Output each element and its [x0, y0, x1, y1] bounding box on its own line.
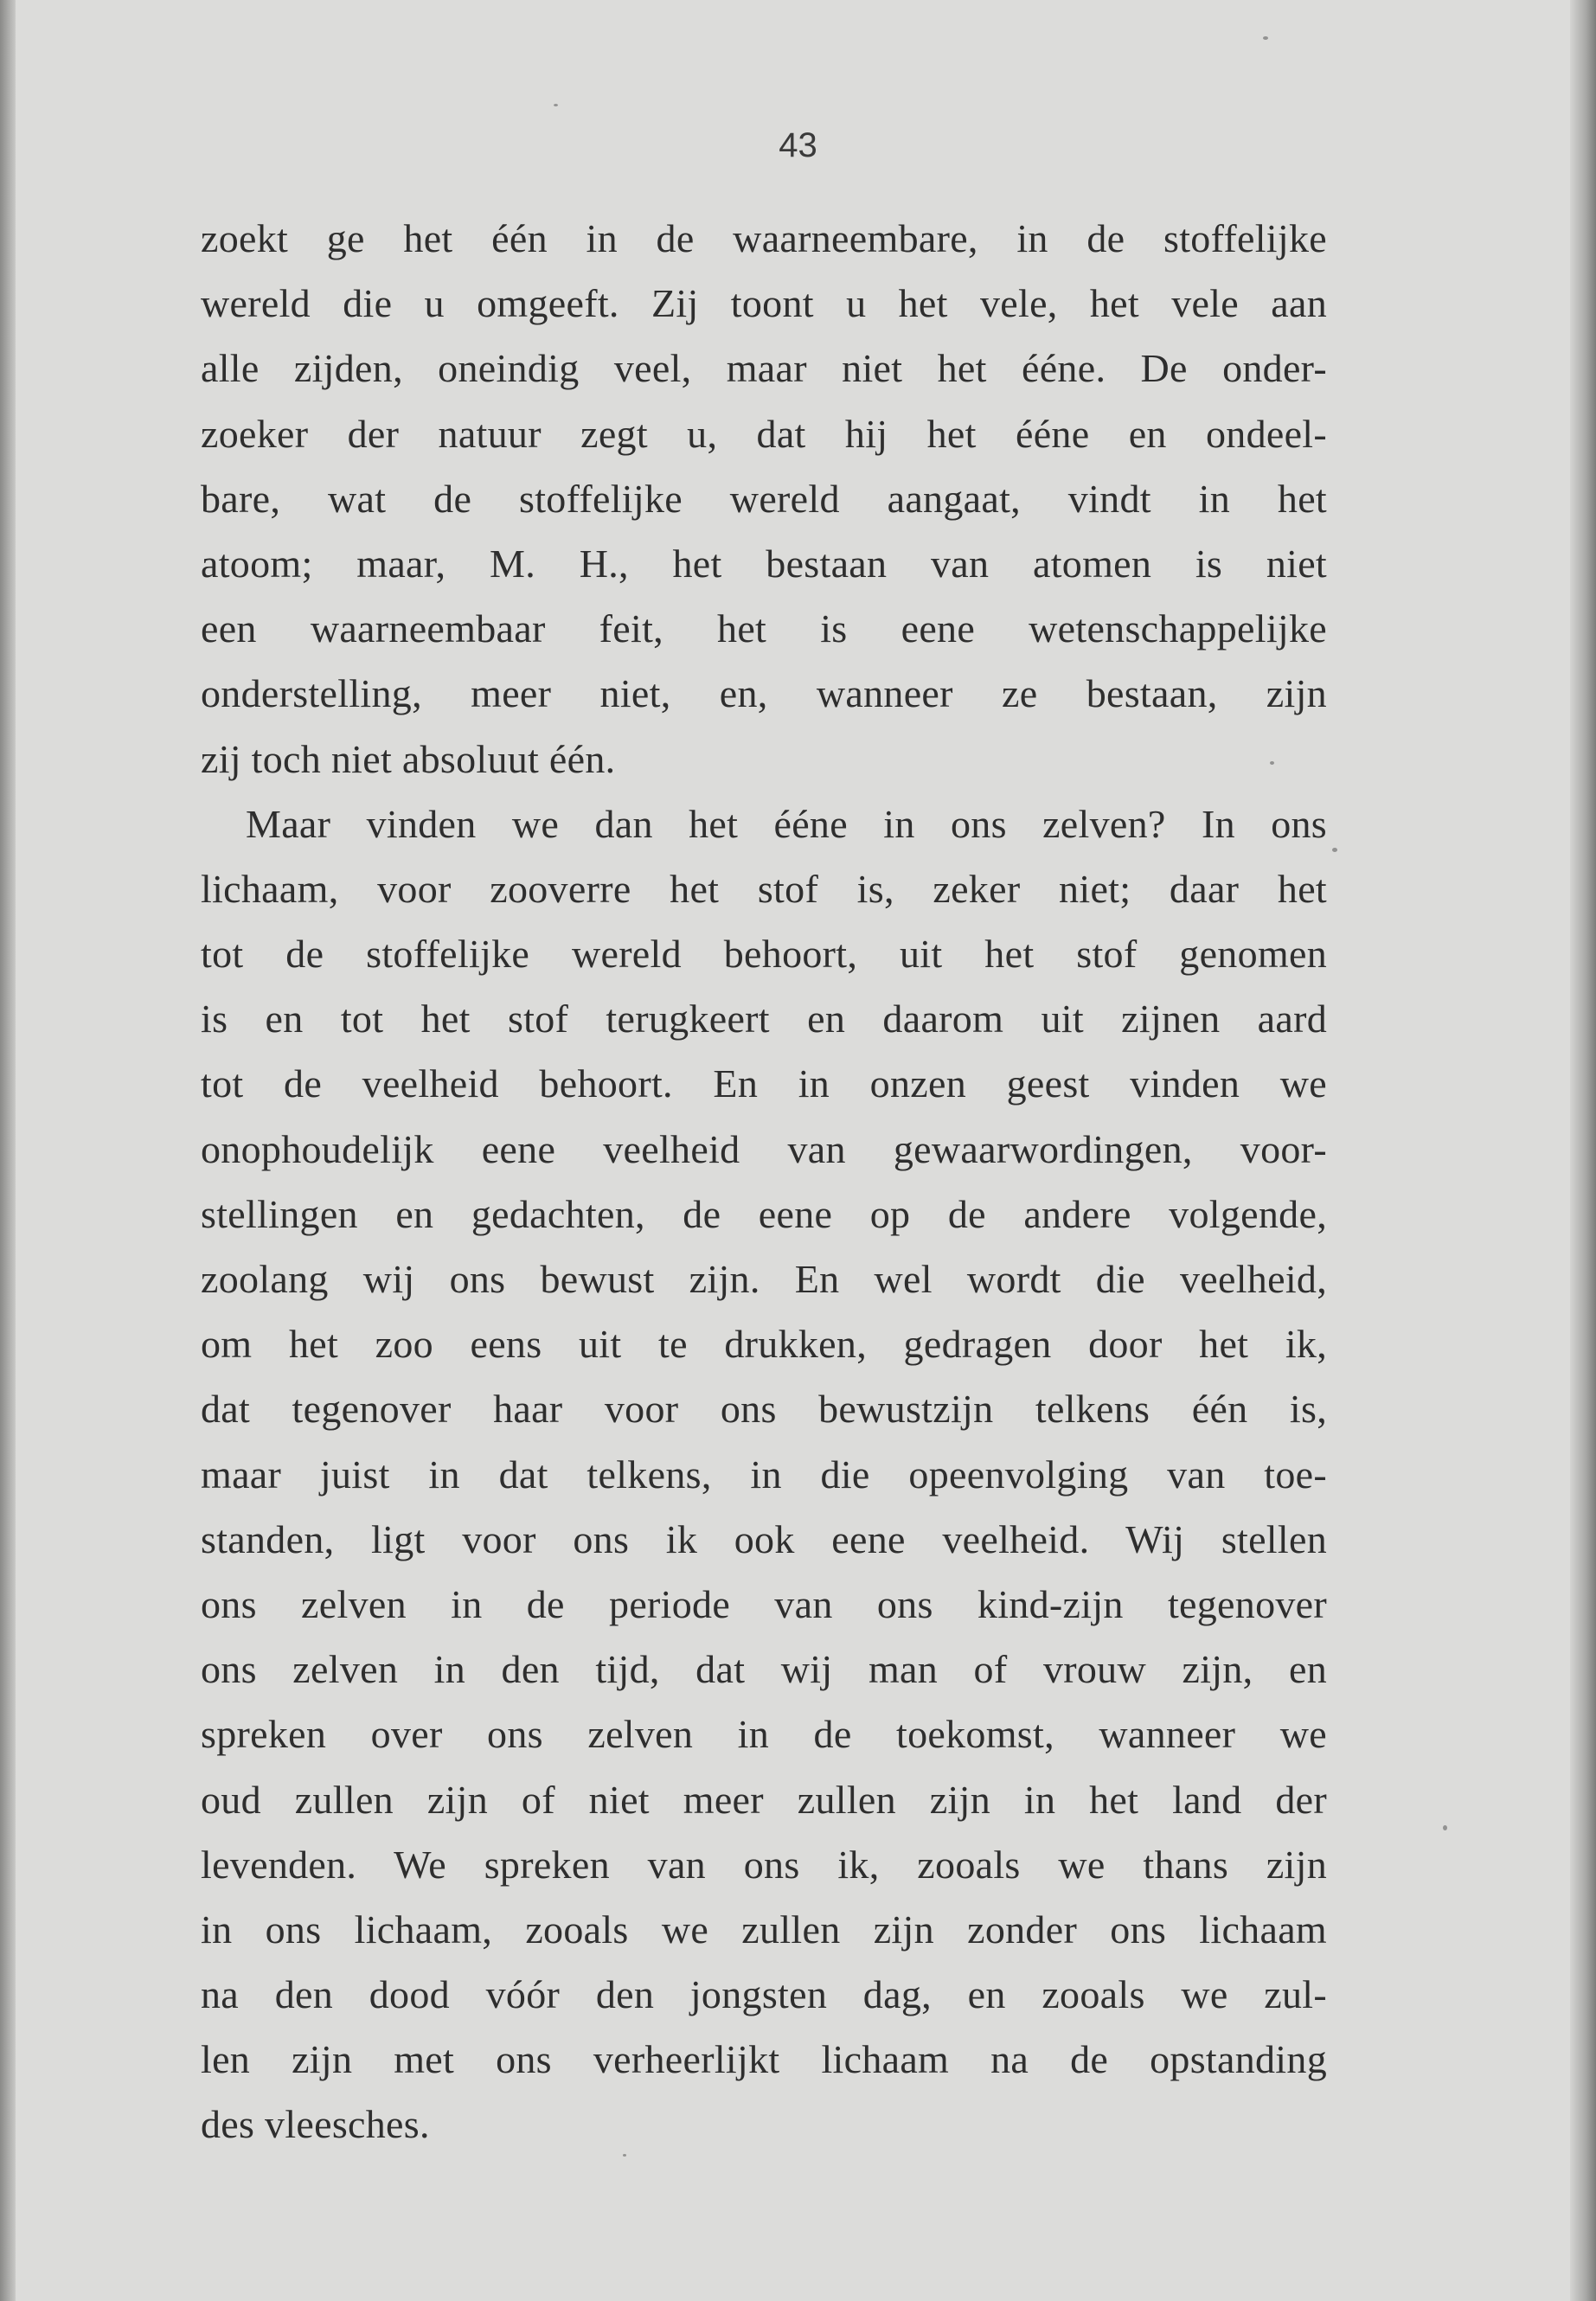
text-line: onderstelling, meer niet, en, wanneer ze bestaan, zijn — [201, 671, 1327, 716]
scan-speck — [1263, 36, 1268, 40]
right-page-edge — [1570, 0, 1596, 2301]
text-line: om het zoo eens uit te drukken, gedragen door het ik, — [201, 1322, 1327, 1367]
paragraph-end-line: des vleesches. — [201, 2102, 430, 2147]
text-line: is en tot het stof terugkeert en daarom uit zijnen aard — [201, 997, 1327, 1042]
paragraph-end-line: zij toch niet absoluut één. — [201, 736, 616, 781]
text-line: zoekt ge het één in de waarneembare, in de stoffelijke — [201, 216, 1327, 260]
text-line: onophoudelijk eene veelheid van gewaarwordingen, voor- — [201, 1126, 1327, 1171]
text-line: maar juist in dat telkens, in die opeenvolging van toe- — [201, 1452, 1327, 1497]
text-line: oud zullen zijn of niet meer zullen zijn in het land der — [201, 1777, 1327, 1822]
scan-speck — [623, 2154, 626, 2157]
text-line: dat tegenover haar voor ons bewustzijn telkens één is, — [201, 1387, 1327, 1432]
text-line: een waarneembaar feit, het is eene wetenschappelijke — [201, 606, 1327, 651]
text-line: tot de veelheid behoort. En in onzen geest vinden we — [201, 1061, 1327, 1106]
text-line: wereld die u omgeeft. Zij toont u het vele, het vele aan — [201, 281, 1327, 326]
text-line: bare, wat de stoffelijke wereld aangaat, vindt in het — [201, 476, 1327, 521]
scan-speck — [1332, 848, 1337, 852]
text-line: spreken over ons zelven in de toekomst, wanneer we — [201, 1712, 1327, 1757]
text-line: tot de stoffelijke wereld behoort, uit het stof genomen — [201, 932, 1327, 977]
text-line: in ons lichaam, zooals we zullen zijn zonder ons lichaam — [201, 1907, 1327, 1952]
text-line: stellingen en gedachten, de eene op de andere volgende, — [201, 1191, 1327, 1236]
text-line: standen, ligt voor ons ik ook eene veelheid. Wij stellen — [201, 1516, 1327, 1561]
text-line: lichaam, voor zooverre het stof is, zeker niet; daar het — [201, 866, 1327, 911]
scan-speck — [554, 104, 558, 106]
text-line: ons zelven in de periode van ons kind-zijn tegenover — [201, 1581, 1327, 1626]
text-line: levenden. We spreken van ons ik, zooals we thans zijn — [201, 1842, 1327, 1887]
body-text — [201, 206, 1327, 2157]
scan-speck — [1270, 761, 1274, 765]
page-number: 43 — [779, 126, 817, 164]
left-page-edge — [0, 0, 16, 2301]
text-line: len zijn met ons verheerlijkt lichaam na de opstanding — [201, 2037, 1327, 2082]
scan-speck — [1443, 1825, 1447, 1830]
text-line: zoolang wij ons bewust zijn. En wel wordt die veelheid, — [201, 1257, 1327, 1301]
text-line: alle zijden, oneindig veel, maar niet het ééne. De onder- — [201, 346, 1327, 391]
text-line: na den dood vóór den jongsten dag, en zooals we zul- — [201, 1972, 1327, 2017]
paragraph-start-line: Maar vinden we dan het ééne in ons zelven? In ons — [246, 801, 1327, 846]
text-line: ons zelven in den tijd, dat wij man of vrouw zijn, en — [201, 1647, 1327, 1692]
text-line: zoeker der natuur zegt u, dat hij het ééne en ondeel- — [201, 411, 1327, 456]
text-line: atoom; maar, M. H., het bestaan van atomen is niet — [201, 541, 1327, 586]
